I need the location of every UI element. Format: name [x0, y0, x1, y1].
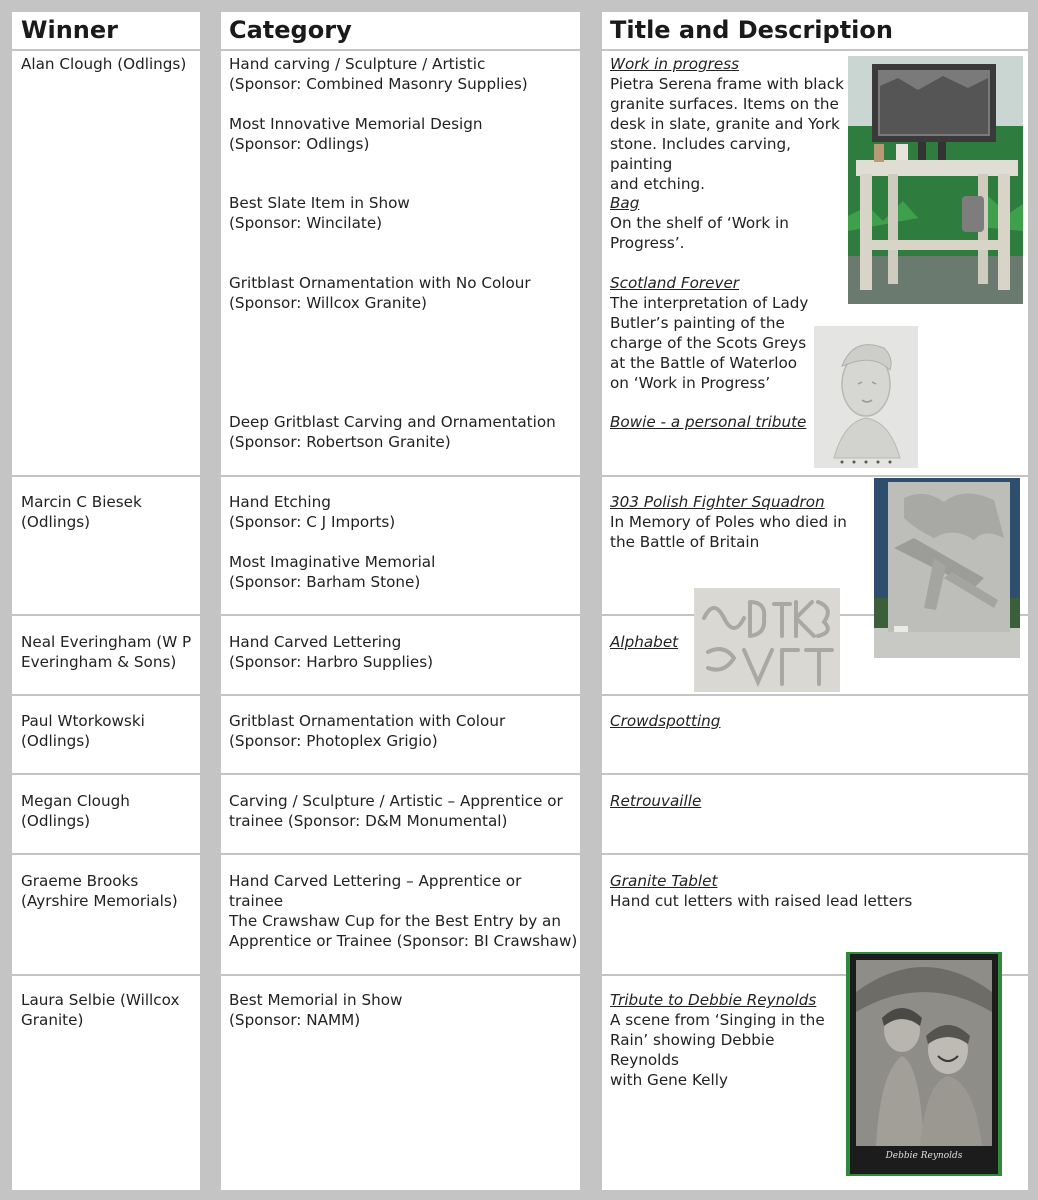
entry-title: Granite Tablet	[610, 872, 718, 890]
debbie-reynolds-photo	[846, 952, 1002, 1176]
winner-name: Paul Wtorkowski (Odlings)	[21, 712, 145, 750]
entry-title: Tribute to Debbie Reynolds	[610, 991, 817, 1009]
entry-title: Bowie - a personal tribute	[610, 413, 807, 431]
debbie-reynolds-illustration	[846, 952, 1002, 1176]
winner-name: Laura Selbie (Willcox Granite)	[21, 991, 180, 1029]
row-divider	[0, 773, 1038, 775]
category-text: The Crawshaw Cup for the Best Entry by an Apprentice or Trainee (Sponsor: BI Crawshaw)	[229, 912, 578, 950]
category-text: Most Imaginative Memorial (Sponsor: Barham Stone)	[229, 553, 436, 591]
entry-title: Work in progress	[610, 55, 740, 73]
entry-description: A scene from ‘Singing in the Rain’ showing Debbie Reynolds with Gene Kelly	[610, 1011, 825, 1089]
category-text: Gritblast Ornamentation with No Colour (Sponsor: Willcox Granite)	[229, 274, 531, 312]
category-text: Best Memorial in Show (Sponsor: NAMM)	[229, 991, 403, 1029]
category-text: Most Innovative Memorial Design (Sponsor: Odlings)	[229, 115, 483, 153]
category-text: Hand Etching (Sponsor: C J Imports)	[229, 493, 396, 531]
row-divider	[0, 853, 1038, 855]
header-title-description: Title and Description	[610, 16, 893, 44]
debbie-caption: Debbie Reynolds	[885, 1151, 963, 1161]
category-text: Deep Gritblast Carving and Ornamentation (Sponsor: Robertson Granite)	[229, 413, 556, 451]
alphabet-illustration	[694, 588, 840, 692]
header-winner: Winner	[21, 16, 118, 44]
row-divider	[0, 475, 1038, 477]
category-text: Hand Carved Lettering (Sponsor: Harbro Supplies)	[229, 633, 434, 671]
entry-title: Crowdspotting	[610, 712, 721, 730]
entry-title: 303 Polish Fighter Squadron	[610, 493, 825, 511]
polish-squadron-photo	[874, 478, 1020, 658]
entry-description: Pietra Serena frame with black granite surfaces. Items on the desk in slate, granite and York stone. Includes carving, painting and etching.	[610, 75, 844, 193]
row-divider	[0, 49, 1038, 51]
entry-description: On the shelf of ‘Work in Progress’.	[610, 214, 789, 252]
category-text: Best Slate Item in Show (Sponsor: Wincilate)	[229, 194, 410, 232]
category-text: Hand carving / Sculpture / Artistic (Sponsor: Combined Masonry Supplies)	[229, 55, 528, 93]
work-in-progress-photo	[848, 56, 1023, 304]
winner-name: Marcin C Biesek (Odlings)	[21, 493, 142, 531]
category-text: Gritblast Ornamentation with Colour (Sponsor: Photoplex Grigio)	[229, 712, 506, 750]
squadron-relief-illustration	[874, 478, 1020, 658]
entry-title: Retrouvaille	[610, 792, 702, 810]
winner-name: Graeme Brooks (Ayrshire Memorials)	[21, 872, 178, 910]
row-divider	[0, 694, 1038, 696]
winner-name: Alan Clough (Odlings)	[21, 55, 187, 73]
bowie-relief-illustration	[814, 326, 918, 468]
winner-name: Megan Clough (Odlings)	[21, 792, 130, 830]
category-text: Hand Carved Lettering – Apprentice or trainee	[229, 872, 522, 910]
entry-title: Alphabet	[610, 633, 679, 651]
desk-illustration	[848, 56, 1023, 304]
header-category: Category	[229, 16, 352, 44]
entry-title: Bag	[610, 194, 640, 212]
alphabet-photo	[694, 588, 840, 692]
entry-description: Hand cut letters with raised lead letters	[610, 892, 913, 910]
entry-description: In Memory of Poles who died in the Battle of Britain	[610, 513, 847, 551]
entry-description: The interpretation of Lady Butler’s painting of the charge of the Scots Greys at the Battle of Waterloo on ‘Work in Progress’	[610, 294, 809, 392]
category-text: Carving / Sculpture / Artistic – Apprentice or trainee (Sponsor: D&M Monumental)	[229, 792, 563, 830]
winner-name: Neal Everingham (W P Everingham & Sons)	[21, 633, 192, 671]
bowie-tribute-photo	[814, 326, 918, 468]
entry-title: Scotland Forever	[610, 274, 740, 292]
